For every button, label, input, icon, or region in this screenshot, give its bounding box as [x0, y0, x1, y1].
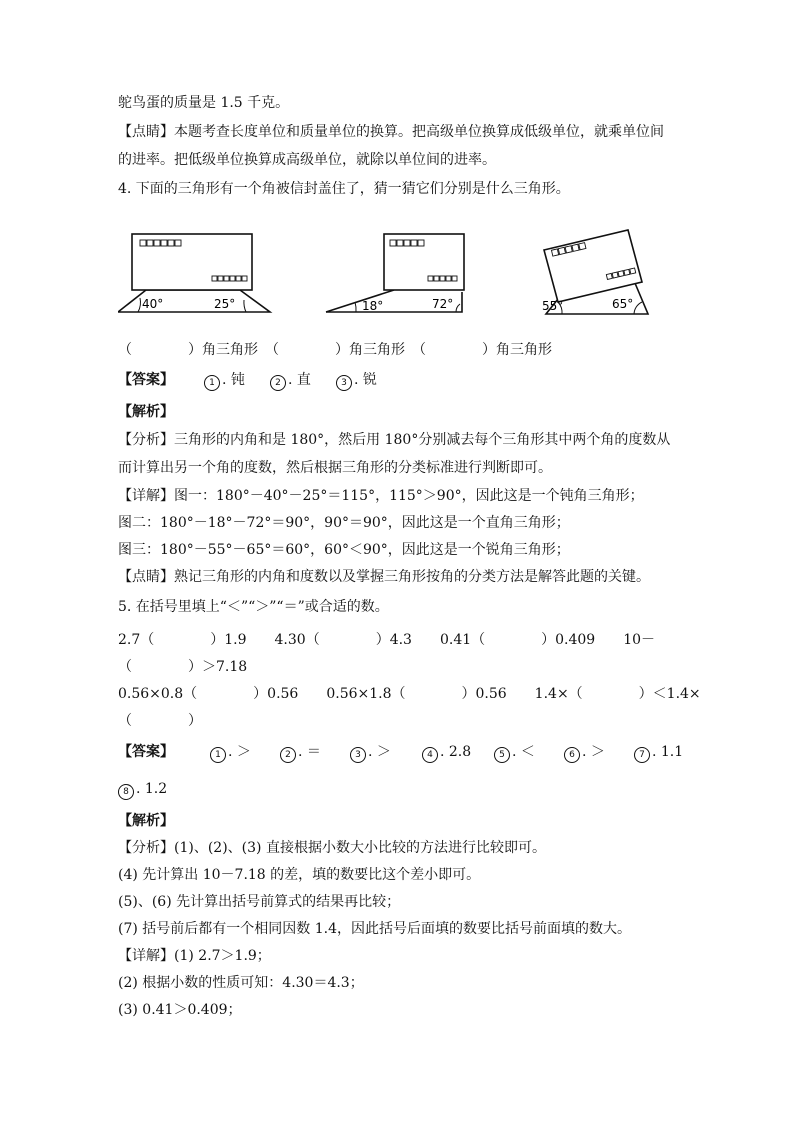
text-line: 鸵鸟蛋的质量是 1.5 千克。 — [118, 95, 290, 111]
text-line: 2.7（ ）1.9 4.30（ ）4.3 0.41（ ）0.409 10－ — [118, 632, 656, 648]
text-line: 【分析】三角形的内角和是 180°，然后用 180°分别减去每个三角形其中两个角的度数从 — [118, 432, 671, 448]
figure-acute-triangle — [540, 228, 660, 320]
angle-label: 25° — [214, 297, 236, 311]
text-line: 【分析】(1)、(2)、(3) 直接根据小数大小比较的方法进行比较即可。 — [118, 840, 546, 856]
answer-blanks: （ ）角三角形 （ ）角三角形 （ ）角三角形 — [118, 342, 552, 358]
circled-number: 7 — [634, 747, 650, 763]
text-line: 0.56×0.8（ ）0.56 0.56×1.8（ ）0.56 1.4×（ ）＜1.4× — [118, 686, 701, 702]
answer-label: 【答案】 — [118, 744, 174, 760]
circled-number: 1 — [204, 375, 220, 391]
text-line: (5)、(6) 先计算出括号前算式的结果再比较； — [118, 894, 401, 910]
answer-item: 8 . 1.2 — [118, 779, 167, 800]
answer-item: 3 . ＞ — [350, 742, 391, 763]
text-line: 【点睛】本题考查长度单位和质量单位的换算。把高级单位换算成低级单位，就乘单位间 — [118, 124, 664, 140]
circled-number: 3 — [350, 747, 366, 763]
text-line: (2) 根据小数的性质可知：4.30＝4.3； — [118, 975, 364, 991]
circled-number: 5 — [494, 747, 510, 763]
section-heading: 【解析】 — [118, 404, 174, 420]
answer-item: 5 . ＜ — [494, 742, 535, 763]
angle-label: 65° — [612, 297, 634, 311]
angle-label: 55° — [542, 299, 564, 313]
circled-number: 6 — [564, 747, 580, 763]
text-line: 【详解】(1) 2.7＞1.9； — [118, 948, 271, 964]
text-line: （ ） — [118, 713, 202, 729]
circled-number: 8 — [118, 784, 134, 800]
question-5: 5. 在括号里填上“＜”“＞”“＝”或合适的数。 — [118, 599, 389, 615]
answer-item: 1 . ＞ — [210, 742, 251, 763]
answer-item: 4 . 2.8 — [422, 742, 471, 763]
answer-item: 2 . ＝ — [280, 742, 321, 763]
text-line: 图三：180°－55°－65°＝60°，60°＜90°，因此这是一个锐角三角形； — [118, 542, 570, 558]
question-4: 4. 下面的三角形有一个角被信封盖住了，猜一猜它们分别是什么三角形。 — [118, 181, 570, 197]
answer-item: 7 . 1.1 — [634, 742, 683, 763]
circled-number: 3 — [336, 375, 352, 391]
figure-right-triangle — [324, 228, 472, 320]
text-line: 【详解】图一：180°－40°－25°＝115°，115°＞90°，因此这是一个钝角三角形； — [118, 488, 644, 504]
answer-item: 3 . 锐 — [336, 370, 377, 391]
angle-label: 18° — [362, 299, 384, 313]
angle-label: 40° — [142, 297, 164, 311]
text-line: （ ）＞7.18 — [118, 659, 248, 675]
angle-label: 72° — [432, 297, 454, 311]
text-line: (7) 括号前后都有一个相同因数 1.4，因此括号后面填的数要比括号前面填的数大。 — [118, 921, 631, 937]
circled-number: 2 — [270, 375, 286, 391]
text-line: (4) 先计算出 10－7.18 的差，填的数要比这个差小即可。 — [118, 867, 481, 883]
circled-number: 1 — [210, 747, 226, 763]
answer-item: 6 . ＞ — [564, 742, 605, 763]
text-line: 的进率。把低级单位换算成高级单位，就除以单位间的进率。 — [118, 152, 496, 168]
section-heading: 【解析】 — [118, 813, 174, 829]
text-line: 而计算出另一个角的度数，然后根据三角形的分类标准进行判断即可。 — [118, 460, 552, 476]
figure-obtuse-triangle — [118, 228, 278, 320]
circled-number: 2 — [280, 747, 296, 763]
text-line: 【点睛】熟记三角形的内角和度数以及掌握三角形按角的分类方法是解答此题的关键。 — [118, 569, 650, 585]
circled-number: 4 — [422, 747, 438, 763]
text-line: (3) 0.41＞0.409； — [118, 1002, 242, 1018]
text-line: 图二：180°－18°－72°＝90°，90°＝90°，因此这是一个直角三角形； — [118, 515, 570, 531]
answer-item: 1 . 钝 — [204, 370, 245, 391]
answer-label: 【答案】 — [118, 372, 174, 388]
answer-item: 2 . 直 — [270, 370, 311, 391]
